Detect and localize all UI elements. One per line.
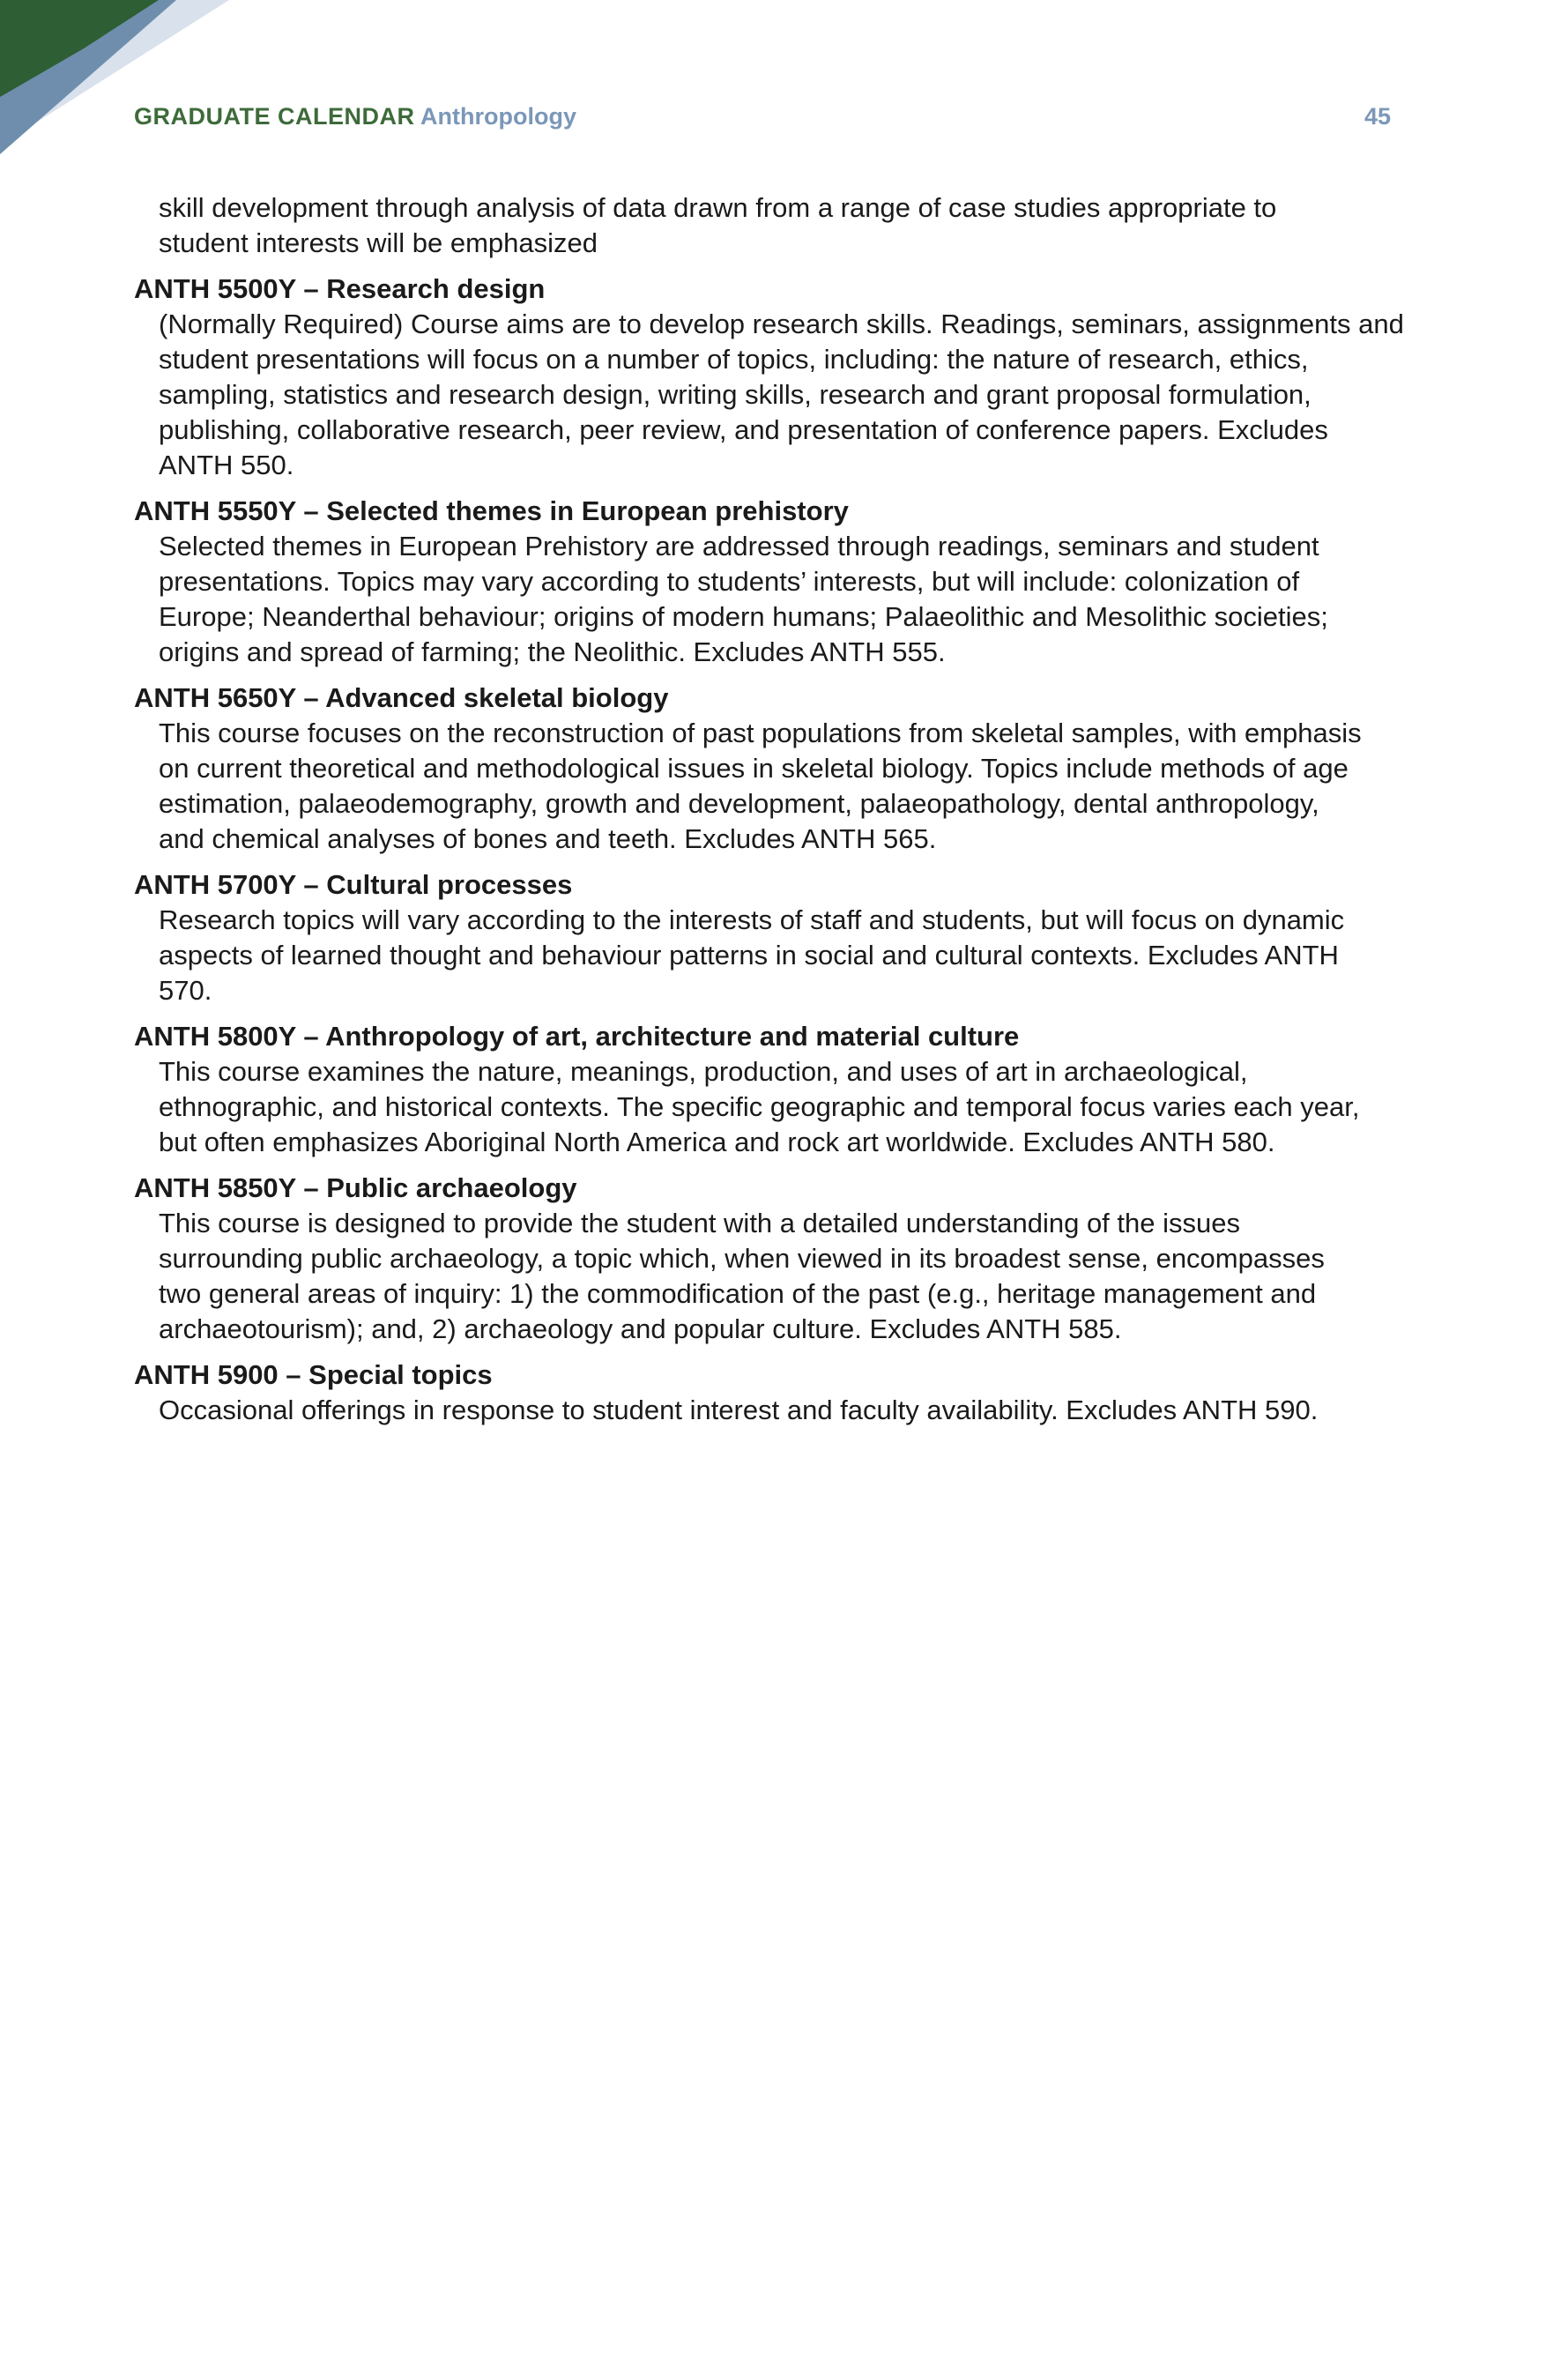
description-line: ethnographic, and historical contexts. The specific geographic and temporal focus varies each year, [159, 1091, 1360, 1122]
course-description [134, 903, 1421, 1008]
description-line: student presentations will focus on a number of topics, including: the nature of research, ethics, [159, 344, 1309, 375]
description-line: estimation, palaeodemography, growth and development, palaeopathology, dental anthropology, [159, 788, 1319, 819]
corner-decoration [0, 0, 238, 159]
description-line: archaeotourism); and, 2) archaeology and popular culture. Excludes ANTH 585. [159, 1313, 1122, 1344]
course-title: ANTH 5850Y – Public archaeology [134, 1172, 577, 1203]
course-entry [134, 494, 1421, 670]
description-line: This course examines the nature, meanings, production, and uses of art in archaeological, [159, 1056, 1248, 1087]
course-description [134, 1206, 1421, 1347]
course-description [134, 1054, 1421, 1160]
description-line: Research topics will vary according to the interests of staff and students, but will focus on dynamic [159, 904, 1345, 935]
description-line: origins and spread of farming; the Neolithic. Excludes ANTH 555. [159, 636, 946, 667]
course-title: ANTH 5550Y – Selected themes in European prehistory [134, 495, 849, 526]
course-description [134, 529, 1421, 670]
course-title: ANTH 5900 – Special topics [134, 1359, 493, 1390]
course-entry [134, 1171, 1421, 1347]
description-line: publishing, collaborative research, peer review, and presentation of conference papers. Excludes [159, 414, 1328, 445]
intro-paragraph [134, 190, 1421, 261]
course-description [134, 307, 1421, 483]
description-line: Occasional offerings in response to student interest and faculty availability. Excludes ANTH 590. [159, 1395, 1319, 1425]
description-line: Selected themes in European Prehistory are addressed through readings, seminars and student [159, 531, 1319, 562]
description-line: Europe; Neanderthal behaviour; origins of modern humans; Palaeolithic and Mesolithic societies; [159, 601, 1328, 632]
course-description [134, 716, 1421, 857]
running-head [134, 99, 1391, 134]
description-line: sampling, statistics and research design, writing skills, research and grant proposal formulation, [159, 379, 1312, 410]
description-line: presentations. Topics may vary according to students’ interests, but will include: colonization of [159, 566, 1300, 597]
description-line: aspects of learned thought and behaviour patterns in social and cultural contexts. Excludes ANTH [159, 940, 1339, 971]
course-entry [134, 271, 1421, 483]
description-line: ANTH 550. [159, 450, 294, 480]
header-subject: Anthropology [420, 103, 576, 130]
course-title: ANTH 5650Y – Advanced skeletal biology [134, 682, 669, 713]
description-line: on current theoretical and methodological issues in skeletal biology. Topics include methods of age [159, 753, 1349, 784]
course-entry [134, 867, 1421, 1008]
description-line: surrounding public archaeology, a topic which, when viewed in its broadest sense, encompasses [159, 1243, 1325, 1274]
description-line: This course focuses on the reconstruction of past populations from skeletal samples, with emphasis [159, 718, 1362, 748]
intro-line: student interests will be emphasized [159, 227, 598, 258]
course-title: ANTH 5500Y – Research design [134, 273, 546, 304]
course-entry [134, 1019, 1421, 1160]
course-title: ANTH 5800Y – Anthropology of art, architecture and material culture [134, 1021, 1020, 1052]
description-line: This course is designed to provide the student with a detailed understanding of the issues [159, 1208, 1240, 1238]
description-line: two general areas of inquiry: 1) the commodification of the past (e.g., heritage management and [159, 1278, 1317, 1309]
description-line: 570. [159, 975, 212, 1006]
description-line: (Normally Required) Course aims are to develop research skills. Readings, seminars, assignments and [159, 309, 1404, 339]
course-entry [134, 1357, 1421, 1428]
course-description [134, 1393, 1421, 1428]
course-listing [134, 190, 1421, 1439]
course-title: ANTH 5700Y – Cultural processes [134, 869, 573, 900]
description-line: and chemical analyses of bones and teeth. Excludes ANTH 565. [159, 823, 937, 854]
course-entry [134, 681, 1421, 857]
description-line: but often emphasizes Aboriginal North America and rock art worldwide. Excludes ANTH 580. [159, 1127, 1275, 1157]
intro-line: skill development through analysis of data drawn from a range of case studies appropriate to [159, 192, 1277, 223]
header-series: GRADUATE CALENDAR [134, 103, 415, 130]
page-number: 45 [1364, 103, 1391, 130]
